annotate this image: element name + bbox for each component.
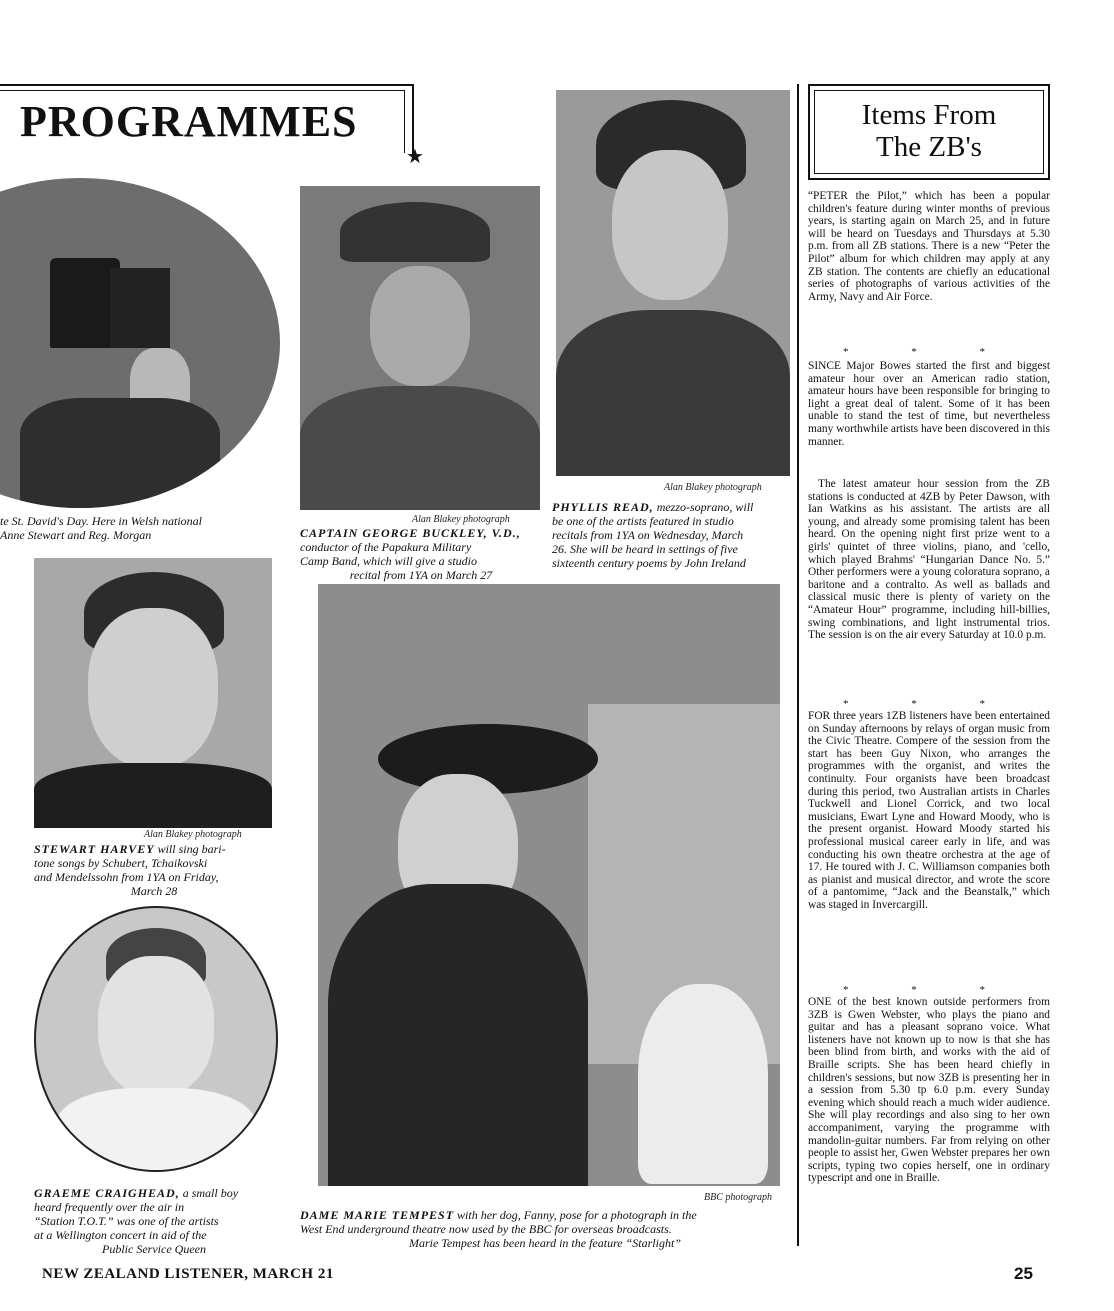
suit-shape	[34, 763, 272, 828]
read-credit: Alan Blakey photograph	[664, 482, 762, 493]
uniform-shape	[300, 386, 540, 510]
section-stars: * * *	[843, 698, 1015, 710]
sidebar-item: The latest amateur hour session from the ZB stations is conducted at 4ZB by Peter Dawson, with Ian Watkins as his assistant. The artists are all young, and already some promising talent has been heard. On the opening night first prize went to a girls' quintet of three violins, piano, and 'cello, which played Brahms' “Hungarian Dance No. 5.” Other performers were a young coloratura soprano, a baritone and a contralto. As well as ballads and classical music there is plenty of variety on the “Amateur Hour” programme, including hill-billies, swing combinations, and light instrumental trios. The session is on the air every Saturday at 10.0 p.m.	[808, 478, 1050, 642]
dog-shape	[638, 984, 768, 1184]
buckley-photo	[300, 186, 540, 510]
section-stars: * * *	[843, 346, 1015, 358]
column-rule	[797, 84, 799, 1246]
cap-shape	[340, 202, 490, 262]
face-shape	[88, 608, 218, 768]
sidebar-item: FOR three years 1ZB listeners have been entertained on Sunday afternoons by relays of organ music from the Civic Theatre. Compere of the session from the start has been Guy Nixon, who arranges the programmes with the organist, and writes the continuity. Four organists have been broadcast during this period, two Australian artists in Charles Tuckwell and Lionel Corrick, and two local musicians, Ewart Lyne and Howard Moody, who is the present organist. Howard Moody started his professional musical career early in life, and was conducting his own theatre orchestra at the age of 17. He toured with J. C. Williamson companies both as pianist and musical director, and wrote the score of a pantomime, “Jack and the Beanstalk,” which was staged in Invercargill.	[808, 710, 1050, 911]
hat-shape	[110, 268, 170, 348]
sidebar-item: “PETER the Pilot,” which has been a popular children's feature during winter months of previous years, is starting again on March 25, and in future will be heard on Tuesdays and Thursdays at 5.30 p.m. from all ZB stations. There is a new “Peter the Pilot” album for which children may apply at any ZB station. The contents are chiefly an educational series of photographs of various activities of the Army, Navy and Air Force.	[808, 190, 1050, 303]
sidebar-item: SINCE Major Bowes started the first and biggest amateur hour over an American radio station, amateur hours have been responsible for bringing to light a great deal of talent. Some of it has been unable to stand the test of time, but nevertheless many worthwhile artists have been discovered in this manner.	[808, 360, 1050, 448]
shirt-shape	[56, 1088, 256, 1172]
sidebar-title-line1: Items From	[861, 99, 997, 131]
buckley-caption: CAPTAIN GEORGE BUCKLEY, V.D., conductor of the Papakura Military Camp Band, which will give a studio recital from 1YA on March 27	[300, 526, 521, 582]
tempest-credit: BBC photograph	[704, 1192, 773, 1203]
harvey-credit: Alan Blakey photograph	[144, 829, 242, 840]
section-stars: * * *	[843, 984, 1015, 996]
face-shape	[98, 956, 214, 1096]
tempest-photo	[318, 584, 780, 1186]
read-caption: PHYLLIS READ, mezzo-soprano, will be one of the artists featured in studio recitals from 1YA on Wednesday, March 26. She will be heard in settings of five sixteenth century poems by John Ireland	[552, 500, 754, 570]
read-photo	[556, 90, 790, 476]
sidebar-title-line2: The ZB's	[876, 131, 982, 163]
welsh-photo	[0, 178, 280, 508]
buckley-credit: Alan Blakey photograph	[412, 514, 510, 525]
coat-shape	[328, 884, 588, 1186]
tempest-caption: DAME MARIE TEMPEST with her dog, Fanny, pose for a photograph in the West End underground theatre now used by the BBC for overseas broadcasts. Marie Tempest has been heard in the feature “Starlight”	[300, 1208, 697, 1250]
sidebar-title-inner	[814, 90, 1044, 174]
footer-publication: NEW ZEALAND LISTENER, MARCH 21	[42, 1266, 334, 1282]
page-title: PROGRAMMES	[20, 97, 358, 146]
craighead-caption: GRAEME CRAIGHEAD, a small boy heard frequently over the air in “Station T.O.T.” was one of the artists at a Wellington concert in aid of the Public Service Queen	[34, 1186, 239, 1256]
craighead-photo	[34, 906, 278, 1172]
harvey-caption: STEWART HARVEY will sing bari- tone songs by Schubert, Tchaikovski and Mendelssohn from 1YA on Friday, March 28	[34, 842, 226, 898]
harvey-photo	[34, 558, 272, 828]
face-shape	[612, 150, 728, 300]
sidebar-item: ONE of the best known outside performers from 3ZB is Gwen Webster, who plays the piano and guitar and has a pleasant soprano voice. What listeners have not known up to now is that she has been blind from birth, and works with the aid of Braille scripts. She has been heard chiefly in children's sessions, but now 3ZB is presenting her in a session from 5.30 tp 6.0 p.m. every Sunday evening which should reach a much wider audience. She will play recordings and also sing to her own accompaniment, varying the programme with mandolin-guitar numbers. Far from relying on other people to assist her, Gwen Webster prepares her own scripts, typing two copies herself, one in ordinary typescript and one in Braille.	[808, 996, 1050, 1185]
page-number: 25	[1014, 1264, 1033, 1283]
face-shape	[370, 266, 470, 386]
cloak-shape	[20, 398, 220, 508]
coat-shape	[556, 310, 790, 476]
sidebar-title-box	[808, 84, 1050, 180]
star-icon: ★	[406, 146, 424, 168]
welsh-caption: te St. David's Day. Here in Welsh national Anne Stewart and Reg. Morgan	[0, 514, 202, 542]
